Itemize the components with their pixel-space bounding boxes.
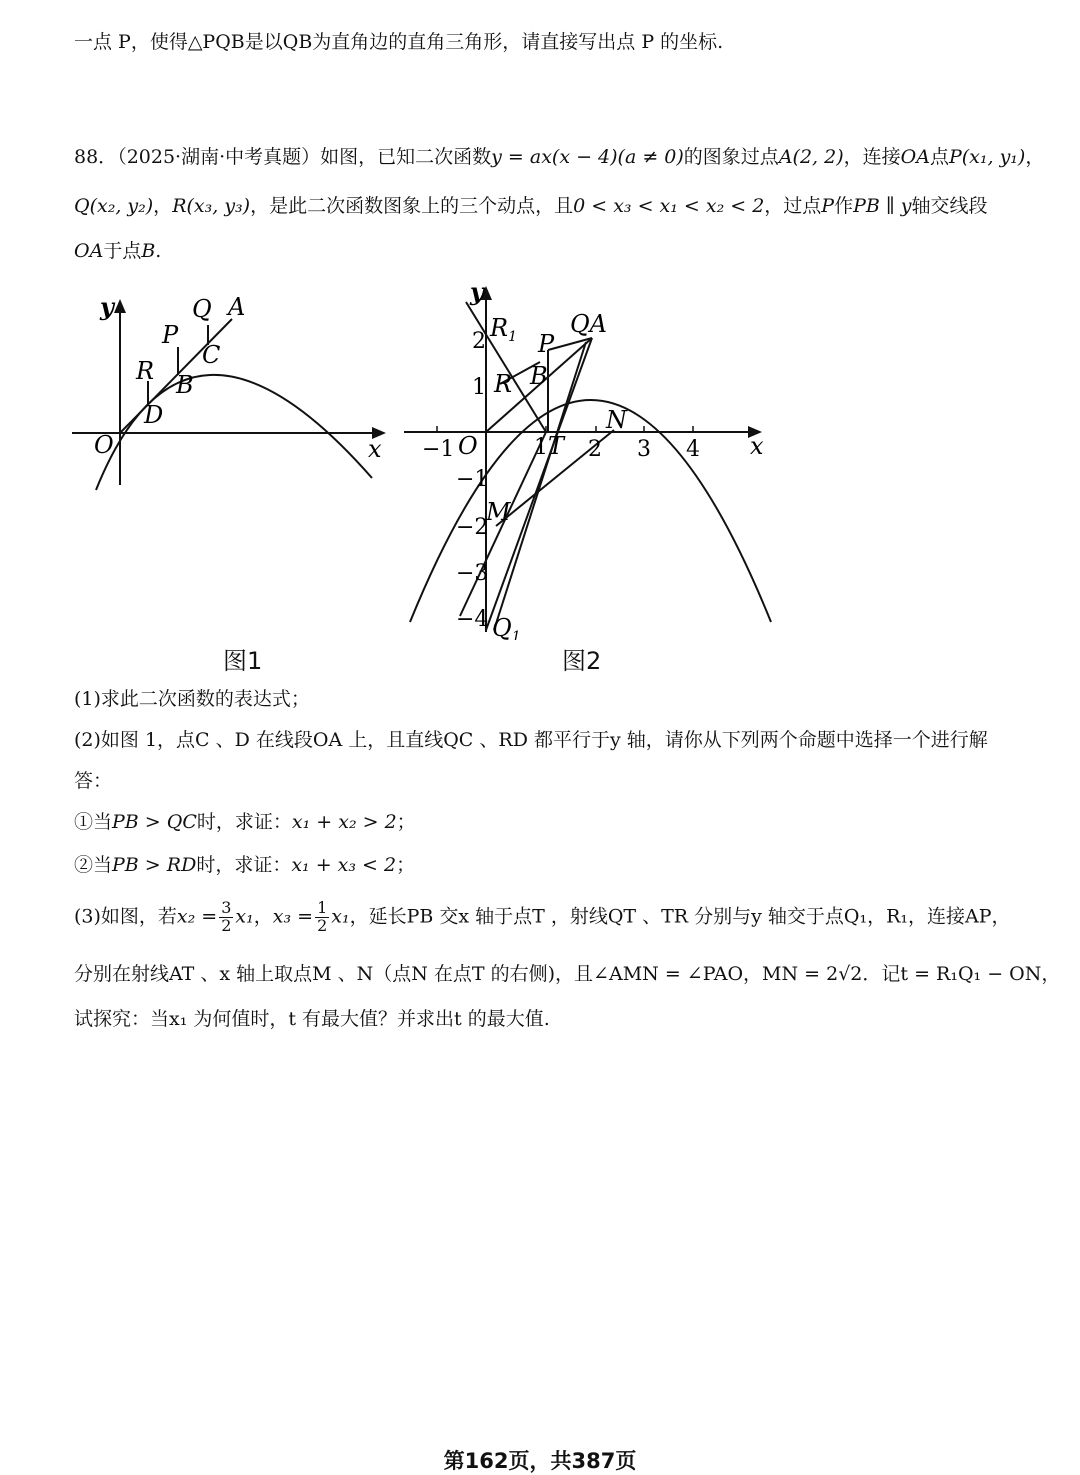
point-q: Q(x₂, y₂) — [74, 195, 154, 217]
intro-text: ，过点 — [764, 195, 822, 217]
claim-1-conclusion: x₁ + x₂ > 2 — [291, 811, 397, 833]
fig1-y-arrow — [114, 299, 126, 313]
fig1-label-x: x — [368, 435, 382, 463]
segment-oa: OA — [900, 146, 930, 168]
part-3-line-1 — [74, 900, 1011, 935]
fig2-label-r1: $R_1$ — [490, 314, 517, 345]
part-2-text-cont: 答： — [74, 770, 113, 792]
intro-text: ，连接 — [843, 146, 901, 168]
period: . — [155, 240, 162, 262]
inequality: 0 < x₃ < x₁ < x₂ < 2 — [573, 195, 765, 217]
fig2-label-m: M — [486, 498, 511, 526]
fig2-label-y: y — [470, 280, 484, 306]
fig2-label-n: N — [606, 406, 627, 434]
problem-source: （2025·湖南·中考真题） — [117, 146, 321, 168]
intro-text: 的图象过点 — [683, 146, 779, 168]
fig1-label-d: D — [144, 401, 164, 429]
fig2-ytick-label: 2 — [472, 329, 486, 354]
part-2-line-1 — [74, 731, 988, 750]
fig1-label-a: A — [228, 293, 246, 321]
pb-parallel-y: PB ∥ y — [853, 195, 912, 217]
fig2-label-qa: QA — [570, 310, 608, 338]
claim-1 — [74, 813, 416, 832]
claim-2-condition: PB > RD — [112, 854, 197, 876]
part-2-text: (2)如图 1，点C 、D 在线段OA 上，且直线QC 、RD 都平行于y 轴，请你从下列两个命题中选择一个进行解 — [74, 729, 988, 751]
fig2-ytick-label: −1 — [456, 467, 489, 492]
problem-number: 88． — [74, 146, 118, 168]
comma: ， — [1025, 146, 1045, 168]
fig2-xtick-label: −1 — [422, 437, 455, 462]
prev-question-line — [74, 33, 723, 52]
intro-text: 点 — [929, 146, 949, 168]
prev-text: 一点 P，使得△PQB是以QB为直角边的直角三角形，请直接写出点 P 的坐标. — [74, 31, 724, 53]
fig1-label-q: Q — [192, 295, 212, 323]
fig2-ytick-label: −2 — [456, 515, 489, 540]
problem-line-2 — [74, 197, 987, 216]
page-footer: 第162页，共387页 — [443, 1449, 637, 1473]
claim-2-end: ； — [396, 854, 416, 876]
fig2-label-q1: $Q_1$ — [492, 614, 521, 640]
claim-1-condition: PB > QC — [112, 811, 197, 833]
fig2-ytick-label: 1 — [472, 375, 486, 400]
part-3-line-3 — [74, 1010, 550, 1029]
point-b-ref: B — [141, 240, 156, 262]
x1-term: x₁ — [235, 905, 254, 928]
fig1-label-b: B — [176, 371, 194, 399]
intro-text: 如图，已知二次函数 — [320, 146, 492, 168]
fig2-label-b: B — [530, 362, 548, 390]
fraction-three-halves — [219, 900, 233, 935]
part-3-question: 试探究：当x₁ 为何值时，t 有最大值？并求出t 的最大值. — [74, 1008, 550, 1030]
part-2-line-2 — [74, 772, 112, 791]
fig1-label-p: P — [162, 321, 179, 349]
fraction-denominator: 2 — [221, 915, 232, 935]
function-expr: y = ax(x − 4)(a ≠ 0) — [491, 146, 684, 168]
fig2-label-o: O — [458, 432, 478, 460]
figure-2-caption: 图2 — [562, 647, 602, 675]
fig1-label-r: R — [136, 357, 155, 385]
fraction-numerator: 1 — [317, 898, 328, 917]
fraction-denominator: 2 — [317, 915, 328, 935]
point-p-ref: P — [821, 195, 835, 217]
part-3-prefix: (3)如图，若 — [74, 905, 177, 928]
fig2-xtick-label: 2 — [588, 437, 602, 462]
point-a: A(2, 2) — [778, 146, 844, 168]
point-r: R(x₃, y₃) — [172, 195, 251, 217]
fig2-xtick-label: 1 — [534, 435, 548, 460]
figure-1-caption: 图1 — [223, 647, 263, 675]
part-3-text: ，延长PB 交x 轴于点T ，射线QT 、TR 分别与y 轴交于点Q₁，R₁，连接AP， — [349, 905, 1011, 928]
fig2-ytick-label: −3 — [456, 561, 489, 586]
fig2-label-t: T — [548, 432, 565, 460]
comma: ， — [153, 195, 173, 217]
part-3-line-2 — [74, 965, 1060, 984]
fig2-label-p: P — [538, 330, 555, 358]
intro-text: ，是此二次函数图象上的三个动点，且 — [250, 195, 574, 217]
claim-2-prefix: ②当 — [74, 854, 113, 876]
fraction-one-half — [315, 900, 329, 935]
segment-oa-ref: OA — [74, 240, 104, 262]
fig1-label-c: C — [202, 341, 221, 369]
intro-text: 作 — [834, 195, 854, 217]
fig2-xtick-label: 4 — [686, 437, 700, 462]
claim-1-end: ； — [396, 811, 416, 833]
x2-eq: x₂ = — [176, 905, 218, 928]
fig2-label-r: R — [494, 370, 513, 398]
fraction-numerator: 3 — [221, 898, 232, 917]
point-p: P(x₁, y₁) — [948, 146, 1026, 168]
figure-1 — [60, 285, 400, 500]
fig1-label-y: y — [100, 292, 114, 321]
part-1 — [74, 690, 310, 709]
part-1-text: (1)求此二次函数的表达式； — [74, 688, 310, 710]
fig2-label-x: x — [750, 432, 764, 460]
fig2-xtick-label: 3 — [637, 437, 651, 462]
claim-2 — [74, 856, 415, 875]
claim-2-conclusion: x₁ + x₃ < 2 — [291, 854, 397, 876]
figure-2 — [400, 280, 780, 640]
intro-text: 于点 — [103, 240, 142, 262]
problem-line-3 — [74, 242, 161, 261]
claim-2-mid: 时，求证： — [196, 854, 292, 876]
claim-1-mid: 时，求证： — [196, 811, 292, 833]
fig1-label-o: O — [94, 431, 114, 459]
x3-eq: x₃ = — [272, 905, 314, 928]
separator: ， — [253, 905, 273, 928]
intro-text: 轴交线段 — [911, 195, 988, 217]
problem-line-1 — [74, 148, 1044, 167]
claim-1-prefix: ①当 — [74, 811, 113, 833]
x1-term: x₁ — [331, 905, 350, 928]
fig2-ytick-label: −4 — [456, 607, 489, 632]
part-3-text-cont: 分别在射线AT 、x 轴上取点M 、N（点N 在点T 的右侧)，且∠AMN = ∠PAO，MN = 2√2．记t = R₁Q₁ − ON， — [74, 963, 1061, 985]
